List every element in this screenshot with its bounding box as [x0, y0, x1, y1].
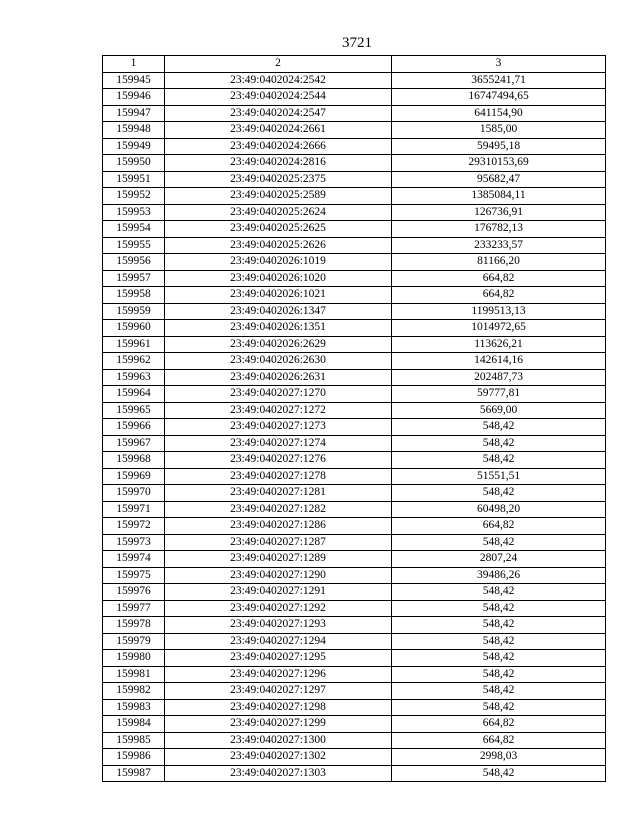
value-cell: 81166,20 [392, 254, 606, 271]
table-row [103, 452, 606, 469]
value-cell: 59495,18 [392, 138, 606, 155]
cadastral-number-cell: 23:49:0402027:1298 [165, 699, 392, 716]
row-number-cell: 159967 [103, 435, 165, 452]
table-row [103, 534, 606, 551]
cadastral-number-cell: 23:49:0402027:1295 [165, 650, 392, 667]
table-header-row [103, 56, 606, 73]
value-cell: 142614,16 [392, 353, 606, 370]
row-number-cell: 159963 [103, 369, 165, 386]
table-row [103, 270, 606, 287]
page-number: 3721 [342, 35, 372, 51]
table-row [103, 320, 606, 337]
value-cell: 1199513,13 [392, 303, 606, 320]
cadastral-number-cell: 23:49:0402027:1282 [165, 501, 392, 518]
value-cell: 664,82 [392, 732, 606, 749]
cadastral-number-cell: 23:49:0402027:1289 [165, 551, 392, 568]
value-cell: 664,82 [392, 716, 606, 733]
cadastral-number-cell: 23:49:0402027:1302 [165, 749, 392, 766]
value-cell: 548,42 [392, 617, 606, 634]
table-row [103, 353, 606, 370]
row-number-cell: 159978 [103, 617, 165, 634]
table-row [103, 419, 606, 436]
row-number-cell: 159982 [103, 683, 165, 700]
table-row [103, 600, 606, 617]
row-number-cell: 159968 [103, 452, 165, 469]
row-number-cell: 159948 [103, 122, 165, 139]
cadastral-number-cell: 23:49:0402027:1274 [165, 435, 392, 452]
row-number-cell: 159986 [103, 749, 165, 766]
row-number-cell: 159960 [103, 320, 165, 337]
cadastral-number-cell: 23:49:0402027:1281 [165, 485, 392, 502]
value-cell: 3655241,71 [392, 72, 606, 89]
cadastral-number-cell: 23:49:0402027:1294 [165, 633, 392, 650]
cadastral-number-cell: 23:49:0402026:2629 [165, 336, 392, 353]
cadastral-number-cell: 23:49:0402027:1287 [165, 534, 392, 551]
value-cell: 2807,24 [392, 551, 606, 568]
value-cell: 176782,13 [392, 221, 606, 238]
cadastral-number-cell: 23:49:0402027:1303 [165, 765, 392, 782]
cadastral-number-cell: 23:49:0402027:1297 [165, 683, 392, 700]
cadastral-number-cell: 23:49:0402024:2544 [165, 89, 392, 106]
cadastral-number-cell: 23:49:0402026:1021 [165, 287, 392, 304]
value-cell: 664,82 [392, 518, 606, 535]
cadastral-number-cell: 23:49:0402026:1347 [165, 303, 392, 320]
row-number-cell: 159953 [103, 204, 165, 221]
cadastral-number-cell: 23:49:0402025:2626 [165, 237, 392, 254]
table-row [103, 617, 606, 634]
cadastral-number-cell: 23:49:0402026:1351 [165, 320, 392, 337]
value-cell: 5669,00 [392, 402, 606, 419]
row-number-cell: 159945 [103, 72, 165, 89]
row-number-cell: 159979 [103, 633, 165, 650]
row-number-cell: 159970 [103, 485, 165, 502]
row-number-cell: 159984 [103, 716, 165, 733]
cadastral-number-cell: 23:49:0402027:1299 [165, 716, 392, 733]
row-number-cell: 159973 [103, 534, 165, 551]
table-row [103, 584, 606, 601]
value-cell: 39486,26 [392, 567, 606, 584]
row-number-cell: 159971 [103, 501, 165, 518]
table-row [103, 732, 606, 749]
row-number-cell: 159964 [103, 386, 165, 403]
table-row [103, 567, 606, 584]
value-cell: 548,42 [392, 419, 606, 436]
row-number-cell: 159975 [103, 567, 165, 584]
row-number-cell: 159974 [103, 551, 165, 568]
table-row [103, 435, 606, 452]
table-row [103, 155, 606, 172]
table-row [103, 699, 606, 716]
row-number-cell: 159985 [103, 732, 165, 749]
cadastral-number-cell: 23:49:0402027:1291 [165, 584, 392, 601]
cadastral-number-cell: 23:49:0402024:2666 [165, 138, 392, 155]
table-row [103, 683, 606, 700]
table-row [103, 485, 606, 502]
table-row [103, 633, 606, 650]
row-number-cell: 159956 [103, 254, 165, 271]
table-row [103, 650, 606, 667]
cadastral-number-cell: 23:49:0402027:1276 [165, 452, 392, 469]
table-body [103, 72, 606, 782]
cadastral-number-cell: 23:49:0402026:1020 [165, 270, 392, 287]
table-row [103, 518, 606, 535]
column-header-1: 1 [103, 56, 165, 73]
value-cell: 16747494,65 [392, 89, 606, 106]
value-cell: 126736,91 [392, 204, 606, 221]
row-number-cell: 159987 [103, 765, 165, 782]
cadastral-number-cell: 23:49:0402027:1296 [165, 666, 392, 683]
row-number-cell: 159977 [103, 600, 165, 617]
table-row [103, 336, 606, 353]
table-row [103, 237, 606, 254]
table-row [103, 89, 606, 106]
value-cell: 548,42 [392, 765, 606, 782]
value-cell: 548,42 [392, 584, 606, 601]
cadastral-number-cell: 23:49:0402025:2589 [165, 188, 392, 205]
row-number-cell: 159951 [103, 171, 165, 188]
row-number-cell: 159983 [103, 699, 165, 716]
cadastral-number-cell: 23:49:0402027:1278 [165, 468, 392, 485]
cadastral-number-cell: 23:49:0402024:2661 [165, 122, 392, 139]
value-cell: 113626,21 [392, 336, 606, 353]
cadastral-number-cell: 23:49:0402027:1290 [165, 567, 392, 584]
value-cell: 641154,90 [392, 105, 606, 122]
cadastral-number-cell: 23:49:0402027:1286 [165, 518, 392, 535]
row-number-cell: 159958 [103, 287, 165, 304]
column-header-2: 2 [165, 56, 392, 73]
value-cell: 548,42 [392, 600, 606, 617]
value-cell: 548,42 [392, 650, 606, 667]
row-number-cell: 159946 [103, 89, 165, 106]
table-row [103, 221, 606, 238]
row-number-cell: 159972 [103, 518, 165, 535]
value-cell: 548,42 [392, 683, 606, 700]
table-row [103, 666, 606, 683]
cadastral-number-cell: 23:49:0402027:1292 [165, 600, 392, 617]
value-cell: 548,42 [392, 699, 606, 716]
row-number-cell: 159959 [103, 303, 165, 320]
value-cell: 202487,73 [392, 369, 606, 386]
value-cell: 1585,00 [392, 122, 606, 139]
table-row [103, 188, 606, 205]
row-number-cell: 159949 [103, 138, 165, 155]
value-cell: 1385084,11 [392, 188, 606, 205]
value-cell: 1014972,65 [392, 320, 606, 337]
row-number-cell: 159954 [103, 221, 165, 238]
row-number-cell: 159962 [103, 353, 165, 370]
column-header-3: 3 [392, 56, 606, 73]
value-cell: 548,42 [392, 666, 606, 683]
table-row [103, 551, 606, 568]
row-number-cell: 159966 [103, 419, 165, 436]
value-cell: 59777,81 [392, 386, 606, 403]
table-row [103, 386, 606, 403]
table-row [103, 749, 606, 766]
cadastral-number-cell: 23:49:0402025:2624 [165, 204, 392, 221]
table-row [103, 171, 606, 188]
value-cell: 548,42 [392, 435, 606, 452]
table-row [103, 254, 606, 271]
table-row [103, 716, 606, 733]
row-number-cell: 159947 [103, 105, 165, 122]
cadastral-number-cell: 23:49:0402027:1273 [165, 419, 392, 436]
cadastral-number-cell: 23:49:0402027:1270 [165, 386, 392, 403]
value-cell: 2998,03 [392, 749, 606, 766]
cadastral-number-cell: 23:49:0402024:2547 [165, 105, 392, 122]
cadastral-number-cell: 23:49:0402026:2630 [165, 353, 392, 370]
row-number-cell: 159980 [103, 650, 165, 667]
value-cell: 548,42 [392, 633, 606, 650]
table-row [103, 402, 606, 419]
table-row [103, 468, 606, 485]
value-cell: 51551,51 [392, 468, 606, 485]
row-number-cell: 159965 [103, 402, 165, 419]
value-cell: 664,82 [392, 270, 606, 287]
table-row [103, 122, 606, 139]
value-cell: 60498,20 [392, 501, 606, 518]
table-row [103, 765, 606, 782]
row-number-cell: 159976 [103, 584, 165, 601]
value-cell: 664,82 [392, 287, 606, 304]
cadastral-number-cell: 23:49:0402024:2542 [165, 72, 392, 89]
cadastral-number-cell: 23:49:0402026:1019 [165, 254, 392, 271]
row-number-cell: 159952 [103, 188, 165, 205]
value-cell: 95682,47 [392, 171, 606, 188]
table-row [103, 369, 606, 386]
row-number-cell: 159961 [103, 336, 165, 353]
row-number-cell: 159981 [103, 666, 165, 683]
table-row [103, 501, 606, 518]
value-cell: 548,42 [392, 485, 606, 502]
row-number-cell: 159950 [103, 155, 165, 172]
table-row [103, 204, 606, 221]
row-number-cell: 159969 [103, 468, 165, 485]
value-cell: 548,42 [392, 534, 606, 551]
cadastral-number-cell: 23:49:0402025:2375 [165, 171, 392, 188]
table-row [103, 105, 606, 122]
cadastral-number-cell: 23:49:0402027:1300 [165, 732, 392, 749]
registry-table [102, 55, 606, 782]
table-row [103, 287, 606, 304]
cadastral-number-cell: 23:49:0402027:1293 [165, 617, 392, 634]
value-cell: 29310153,69 [392, 155, 606, 172]
value-cell: 233233,57 [392, 237, 606, 254]
table-row [103, 72, 606, 89]
row-number-cell: 159955 [103, 237, 165, 254]
table-row [103, 303, 606, 320]
cadastral-number-cell: 23:49:0402026:2631 [165, 369, 392, 386]
cadastral-number-cell: 23:49:0402027:1272 [165, 402, 392, 419]
table-row [103, 138, 606, 155]
cadastral-number-cell: 23:49:0402025:2625 [165, 221, 392, 238]
value-cell: 548,42 [392, 452, 606, 469]
row-number-cell: 159957 [103, 270, 165, 287]
cadastral-number-cell: 23:49:0402024:2816 [165, 155, 392, 172]
